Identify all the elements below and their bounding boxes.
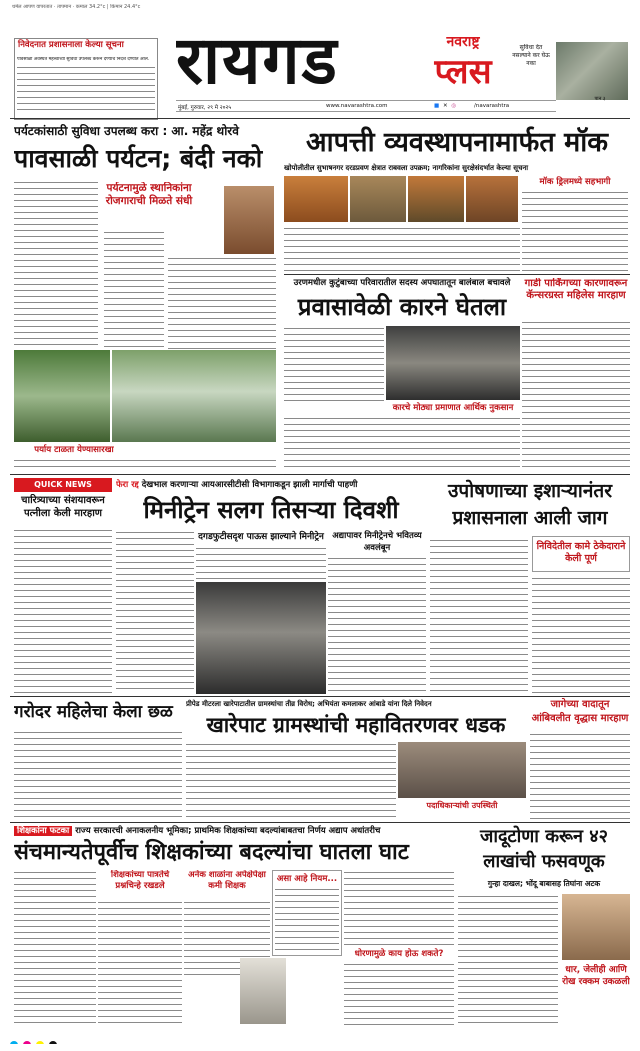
uran-col1 bbox=[284, 326, 384, 406]
monsoon-col2 bbox=[104, 230, 164, 350]
garod-caption: पदाधिकाऱ्यांची उपस्थिती bbox=[426, 801, 498, 810]
teachers-box1-text bbox=[98, 900, 182, 1026]
teachers-box3-text bbox=[275, 887, 339, 953]
monsoon-photo-2 bbox=[112, 350, 276, 442]
teachers-kicker-row bbox=[14, 824, 454, 838]
mock-photo-1 bbox=[284, 176, 348, 222]
fraud-headline: जादूटोणा करून ४२ लाखांची फसवणूक bbox=[479, 826, 609, 872]
dateline-date: मुंबई, गुरुवार, २९ मे २०२५ bbox=[178, 105, 232, 111]
uran-photo bbox=[386, 326, 520, 400]
teachers-box4: धोरणामुळे काय होऊ शकते? bbox=[354, 949, 444, 959]
teachers-col1 bbox=[14, 870, 96, 1026]
teachers-headline: संचमान्यतेपूर्वीच शिक्षकांच्या बदल्यांचा घातला घाट bbox=[14, 840, 409, 865]
masthead-title: रायगड bbox=[176, 21, 339, 99]
deputy-box: निविदेतील कामे ठेकेदाराने केली पूर्ण bbox=[532, 536, 630, 572]
fraud-sub: गुन्हा दाखल; भोंदू बाबासह तिघांना अटक bbox=[487, 879, 601, 888]
rule-top bbox=[10, 118, 630, 119]
quick-body bbox=[14, 528, 112, 694]
social-handle: /navarashtra bbox=[474, 103, 510, 109]
dateline-bar bbox=[176, 100, 556, 112]
monsoon-caption: पर्याय टाळता येण्यासारखा bbox=[34, 445, 114, 455]
masthead-brand1: नवराष्ट्र bbox=[446, 34, 480, 50]
print-marks bbox=[10, 1034, 630, 1044]
teachers-box2: अनेक शाळांना अपेक्षेपेक्षा कमी शिक्षक bbox=[188, 870, 266, 891]
garod-body bbox=[14, 730, 182, 820]
magenta-mark-icon bbox=[23, 1041, 31, 1044]
uran-kicker: उरणमधील कुटुंबाच्या परिवारातील सदस्य अपघातातून बालंबाल बचावले bbox=[293, 278, 511, 288]
monsoon-caption-text bbox=[14, 458, 276, 472]
teachers-box3: असा आहे नियम... bbox=[276, 874, 338, 884]
mock-sub: खोपोलीतील सुभाषनगर दरडप्रवण क्षेत्रात राबवला उपक्रम; नागरिकांना सुरक्षेसंदर्भात केल्या सूचना bbox=[284, 164, 529, 172]
deputy-body bbox=[430, 538, 528, 694]
page-number: पान ३ bbox=[594, 96, 606, 102]
teachers-col4 bbox=[344, 870, 454, 946]
monsoon-sub: पर्यटनामुळे स्थानिकांना रोजगाराची मिळते संधी bbox=[105, 182, 193, 207]
garod-body2 bbox=[186, 742, 396, 820]
minitrain-sub1: दगडफुटीसदृश पाऊस झाल्याने मिनीट्रेन bbox=[198, 532, 324, 542]
teachers-rule-box bbox=[272, 870, 342, 956]
minitrain-headline: मिनीट्रेन सलग तिसऱ्या दिवशी bbox=[143, 496, 399, 524]
uran-headline: प्रवासावेळी कारने घेतला bbox=[297, 293, 507, 321]
teachers-kicker2: राज्य सरकारची अनाकलनीय भूमिका; प्राथमिक शिक्षकांच्या बदल्यांबाबतचा निर्णय अद्याप अधांतरीच bbox=[75, 826, 381, 836]
teachers-box4-text bbox=[344, 962, 454, 1026]
website-link[interactable]: www.navarashtra.com bbox=[326, 103, 388, 109]
weather-strip: थर्मल आपण वापरतात · तापमान · कमाल 34.2°c | किमान 24.4°c bbox=[12, 4, 141, 10]
mock-body bbox=[284, 226, 520, 272]
minitrain-col3 bbox=[328, 556, 426, 694]
rule-4 bbox=[10, 822, 630, 823]
teacher-photo bbox=[240, 958, 286, 1024]
rule-2 bbox=[10, 474, 630, 475]
mock-box-text bbox=[522, 190, 628, 272]
quick-news-label: QUICK NEWS bbox=[14, 478, 112, 492]
deputy-headline: उपोषणाच्या इशाऱ्यानंतर प्रशासनाला आली जाग bbox=[448, 480, 612, 529]
minitrain-kicker-row bbox=[116, 478, 426, 492]
garod-headline: गरोदर महिलेचा केला छळ bbox=[14, 702, 173, 722]
garod-kicker: प्रीपेड मीटरला खारेपाटातील ग्रामस्थांचा तीव्र विरोध; अभियंता कमलाकर आंबाडे यांना दिले निवेदन bbox=[186, 700, 432, 708]
teachers-kicker: शिक्षकांना फटका bbox=[14, 826, 72, 836]
notice-text: पावसाळी अवस्थेत महत्त्वाच्या सुविधा उपलब्ध करून देण्याचे निर्देश देण्यात आले. bbox=[17, 57, 150, 62]
promo-photo bbox=[556, 42, 628, 100]
notice-title: निवेदनात प्रशासनाला केल्या सूचना bbox=[18, 40, 124, 50]
monsoon-photo-1 bbox=[14, 350, 110, 442]
promo-text: सुविधा देत नसल्याने कर घेऊ नका bbox=[512, 44, 550, 67]
cyan-mark-icon bbox=[10, 1041, 18, 1044]
mock-headline: आपत्ती व्यवस्थापनामार्फत मॉक bbox=[305, 127, 609, 158]
minitrain-photo bbox=[196, 582, 326, 694]
mla-photo bbox=[224, 186, 274, 254]
notice-box bbox=[14, 38, 158, 120]
fraud-body bbox=[458, 894, 558, 1026]
notice-lines bbox=[17, 65, 155, 115]
garod-side-body bbox=[530, 732, 630, 820]
mock-photo-3 bbox=[408, 176, 464, 222]
yellow-mark-icon bbox=[36, 1041, 44, 1044]
x-icon[interactable]: ✕ bbox=[442, 103, 449, 109]
minitrain-kicker: फेरा रद्द bbox=[116, 480, 139, 490]
minitrain-col1 bbox=[116, 530, 194, 694]
monsoon-kicker: पर्यटकांसाठी सुविधा उपलब्ध करा : आ. महेंद्र थोरवे bbox=[14, 124, 239, 138]
minitrain-sub2: अद्यापावर मिनीट्रेनचे भवितव्य अवलंबून bbox=[332, 531, 422, 553]
rule-mock bbox=[284, 274, 630, 275]
fraud-photo bbox=[562, 894, 630, 960]
deputy-box-text bbox=[532, 576, 630, 694]
monsoon-col3 bbox=[168, 256, 276, 350]
monsoon-col1 bbox=[14, 180, 98, 350]
uran-caption: कारचे मोठ्या प्रमाणात आर्थिक नुकसान bbox=[392, 403, 514, 413]
rule-3 bbox=[10, 696, 630, 697]
garod-side-title: जागेच्या वादातून आंबिवलीत वृद्धास मारहाण bbox=[531, 699, 629, 724]
quick-title: चारित्र्याच्या संशयावरून पत्नीला केली मारहाण bbox=[21, 495, 105, 519]
mock-photo-2 bbox=[350, 176, 406, 222]
minitrain-kicker2: देखभाल करणाऱ्या आयआरसीटीसी विभागाकडून झाली मार्गाची पाहणी bbox=[141, 480, 358, 490]
masthead-brand2: प्लस bbox=[434, 52, 492, 92]
facebook-icon[interactable]: ■ bbox=[434, 103, 441, 109]
garod-photo bbox=[398, 742, 526, 798]
black-mark-icon bbox=[49, 1041, 57, 1044]
parking-title: गाडी पार्किंगच्या कारणावरून कॅन्सरग्रस्त महिलेस मारहाण bbox=[524, 278, 628, 301]
instagram-icon[interactable]: ◎ bbox=[451, 103, 458, 109]
fraud-caption: धार, जेलीही आणि रोख रक्कम उकळली bbox=[562, 965, 630, 987]
minitrain-sub1-text bbox=[196, 546, 326, 580]
teachers-box1: शिक्षकांच्या पात्रतेचे प्रश्नचिन्हे रखडले bbox=[110, 870, 170, 891]
uran-body bbox=[284, 416, 520, 470]
garod-headline2: खारेपाट ग्रामस्थांची महावितरणवर धडक bbox=[206, 713, 506, 737]
monsoon-headline: पावसाळी पर्यटन; बंदी नको bbox=[14, 144, 263, 173]
notice-body bbox=[17, 57, 155, 117]
mock-photo-4 bbox=[466, 176, 518, 222]
parking-body bbox=[522, 320, 630, 470]
social-icons[interactable] bbox=[434, 103, 457, 109]
mock-box-title: मॉक ड्रिलमध्ये सहभागी bbox=[539, 177, 611, 187]
